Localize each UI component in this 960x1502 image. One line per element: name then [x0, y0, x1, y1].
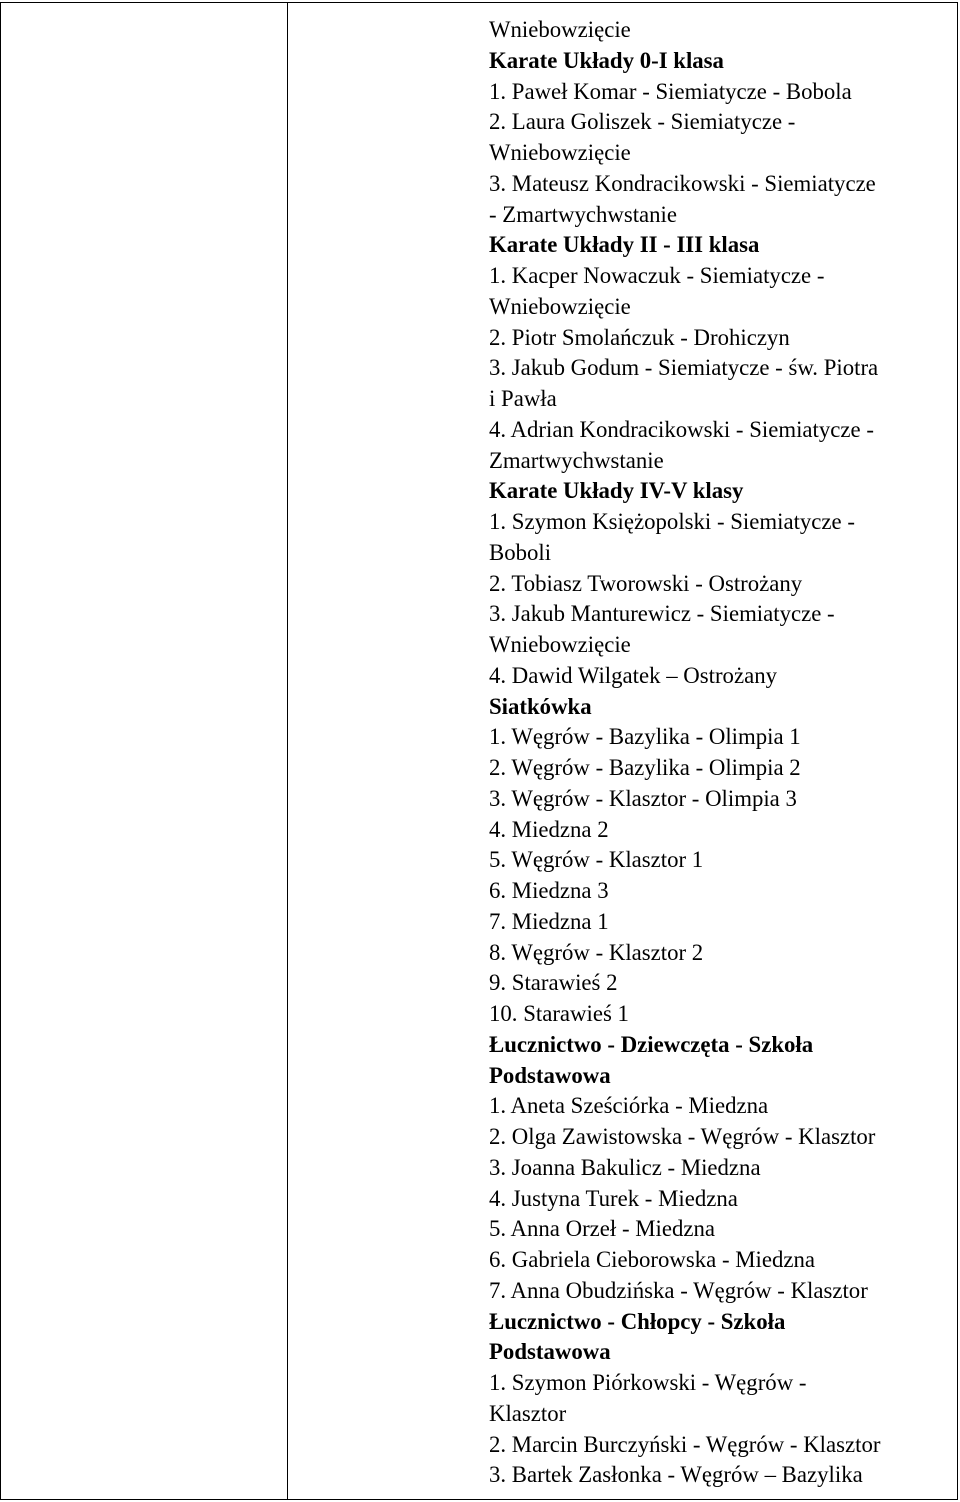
- result-line: 3. Węgrów - Klasztor - Olimpia 3: [489, 785, 797, 811]
- result-line: 4. Adrian Kondracikowski - Siemiatycze -: [489, 416, 874, 442]
- result-line: 4. Justyna Turek - Miedzna: [489, 1185, 738, 1211]
- result-line: 3. Jakub Manturewicz - Siemiatycze -: [489, 601, 835, 627]
- section-heading: Łucznictwo - Chłopcy - Szkoła: [489, 1308, 786, 1334]
- result-line: i Pawła: [489, 386, 557, 411]
- result-line: 4. Miedzna 2: [489, 816, 609, 842]
- result-line: 1. Węgrów - Bazylika - Olimpia 1: [489, 724, 801, 750]
- result-line: Zmartwychwstanie: [489, 447, 664, 473]
- result-line: 1. Szymon Księżopolski - Siemiatycze -: [489, 509, 855, 534]
- result-line: 4. Dawid Wilgatek – Ostrożany: [489, 662, 777, 688]
- section-heading: Siatkówka: [489, 693, 592, 719]
- section-heading: Karate Układy II - III klasa: [489, 232, 760, 258]
- result-line: 2. Węgrów - Bazylika - Olimpia 2: [489, 755, 801, 780]
- section-heading: Karate Układy IV-V klasy: [489, 478, 744, 504]
- results-text: [489, 15, 955, 1491]
- result-line: 6. Gabriela Cieborowska - Miedzna: [489, 1247, 816, 1272]
- result-line: 3. Jakub Godum - Siemiatycze - św. Piotra: [489, 355, 879, 381]
- result-line: Wniebowzięcie: [489, 17, 631, 42]
- result-line: 3. Bartek Zasłonka - Węgrów – Bazylika: [489, 1462, 863, 1488]
- result-line: 1. Szymon Piórkowski - Węgrów -: [489, 1370, 807, 1395]
- result-line: 7. Anna Obudzińska - Węgrów - Klasztor: [489, 1277, 868, 1303]
- result-line: 3. Mateusz Kondracikowski - Siemiatycze: [489, 170, 876, 196]
- table-left-cell: [1, 3, 288, 1499]
- result-line: 2. Olga Zawistowska - Węgrów - Klasztor: [489, 1124, 876, 1149]
- result-line: 1. Paweł Komar - Siemiatycze - Bobola: [489, 78, 852, 104]
- section-heading: Podstawowa: [489, 1339, 611, 1365]
- result-line: Wniebowzięcie: [489, 293, 631, 319]
- result-line: Wniebowzięcie: [489, 140, 631, 165]
- result-line: 10. Starawieś 1: [489, 1001, 629, 1026]
- result-line: Klasztor: [489, 1400, 567, 1426]
- result-line: 1. Kacper Nowaczuk - Siemiatycze -: [489, 263, 825, 288]
- result-line: Wniebowzięcie: [489, 632, 631, 657]
- section-heading: Karate Układy 0-I klasa: [489, 47, 724, 73]
- result-line: 9. Starawieś 2: [489, 970, 618, 996]
- result-line: 2. Tobiasz Tworowski - Ostrożany: [489, 570, 803, 596]
- result-line: - Zmartwychwstanie: [489, 201, 678, 227]
- result-line: 1. Aneta Sześciórka - Miedzna: [489, 1093, 769, 1119]
- result-line: 5. Węgrów - Klasztor 1: [489, 847, 704, 873]
- result-line: 2. Piotr Smolańczuk - Drohiczyn: [489, 324, 790, 350]
- section-heading: Łucznictwo - Dziewczęta - Szkoła: [489, 1031, 814, 1057]
- result-line: 8. Węgrów - Klasztor 2: [489, 939, 704, 965]
- result-line: 7. Miedzna 1: [489, 908, 609, 934]
- result-line: 6. Miedzna 3: [489, 878, 609, 903]
- result-line: 3. Joanna Bakulicz - Miedzna: [489, 1154, 761, 1180]
- result-line: Boboli: [489, 539, 552, 565]
- section-heading: Podstawowa: [489, 1062, 611, 1088]
- result-line: 2. Marcin Burczyński - Węgrów - Klasztor: [489, 1431, 881, 1457]
- result-line: 2. Laura Goliszek - Siemiatycze -: [489, 109, 796, 135]
- result-line: 5. Anna Orzeł - Miedzna: [489, 1216, 715, 1242]
